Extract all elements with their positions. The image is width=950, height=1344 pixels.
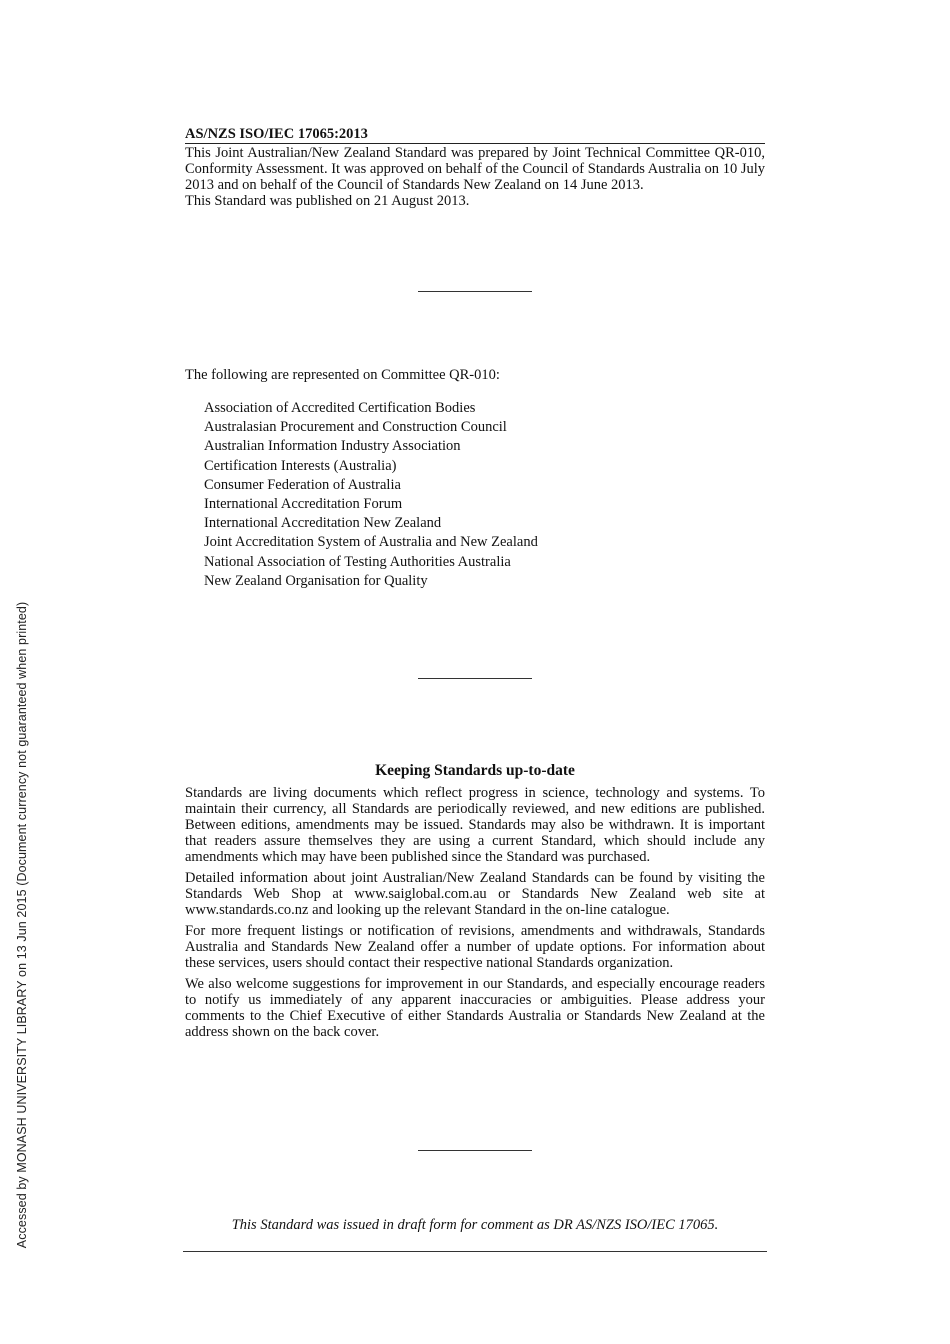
publication-date: This Standard was published on 21 August 2013. (185, 193, 470, 209)
committee-member: Consumer Federation of Australia (204, 476, 401, 493)
access-watermark-text: Accessed by MONASH UNIVERSITY LIBRARY on 13 Jun 2015 (Document currency not guaranteed when printed) (15, 601, 29, 1249)
section-divider (418, 1150, 532, 1151)
committee-member: Joint Accreditation System of Australia and New Zealand (204, 534, 538, 551)
draft-note: This Standard was issued in draft form for comment as DR AS/NZS ISO/IEC 17065. (183, 1216, 767, 1252)
committee-member: New Zealand Organisation for Quality (204, 572, 428, 589)
committee-member: Association of Accredited Certification Bodies (204, 400, 476, 416)
committee-member: National Association of Testing Authorities Australia (204, 553, 511, 570)
committee-member: Certification Interests (Australia) (204, 457, 397, 474)
preparation-paragraph: This Joint Australian/New Zealand Standard was prepared by Joint Technical Committee QR-010, Conformity Assessment. It was approved on behalf of the Council of Standards Australia on 10 July 2013 and on behalf of the Council of Standards New Zealand on 14 June 2013. (185, 145, 765, 193)
keeping-paragraph: We also welcome suggestions for improvement in our Standards, and especially encourage readers to notify us immediately of any apparent inaccuracies or ambiguities. Please address your comments to the Chief Executive of either Standards Australia or Standards New Zealand at the address shown on the back cover. (185, 976, 765, 1040)
keeping-up-to-date-section (185, 761, 765, 1045)
committee-member: Australasian Procurement and Construction Council (204, 419, 507, 436)
committee-intro: The following are represented on Committee QR-010: (185, 367, 500, 383)
preparation-section (185, 145, 765, 209)
committee-member: International Accreditation Forum (204, 496, 403, 513)
keeping-paragraph: For more frequent listings or notification of revisions, amendments and withdrawals, Standards Australia and Standards New Zealand offer a number of update options. For information about these services, users should contact their respective national Standards organization. (185, 923, 765, 971)
committee-member-list (185, 399, 765, 591)
keeping-paragraph: Detailed information about joint Australian/New Zealand Standards can be found by visiting the Standards Web Shop at www.saiglobal.com.au or Standards New Zealand web site at www.standards.co.nz and looking up the relevant Standard in the on-line catalogue. (185, 870, 765, 918)
section-divider (418, 291, 532, 292)
committee-section (185, 367, 765, 591)
keeping-paragraph: Standards are living documents which reflect progress in science, technology and systems. To maintain their currency, all Standards are periodically reviewed, and new editions are published. Between editions, amendments may be issued. Standards may also be withdrawn. It is important that readers assure themselves they are using a current Standard, which should include any amendments which may have been published since the Standard was purchased. (185, 785, 765, 865)
committee-member: Australian Information Industry Association (204, 438, 461, 455)
keeping-heading: Keeping Standards up-to-date (375, 762, 575, 779)
section-divider (418, 678, 532, 679)
standard-number-heading: AS/NZS ISO/IEC 17065:2013 (185, 126, 765, 144)
committee-member: International Accreditation New Zealand (204, 515, 442, 532)
